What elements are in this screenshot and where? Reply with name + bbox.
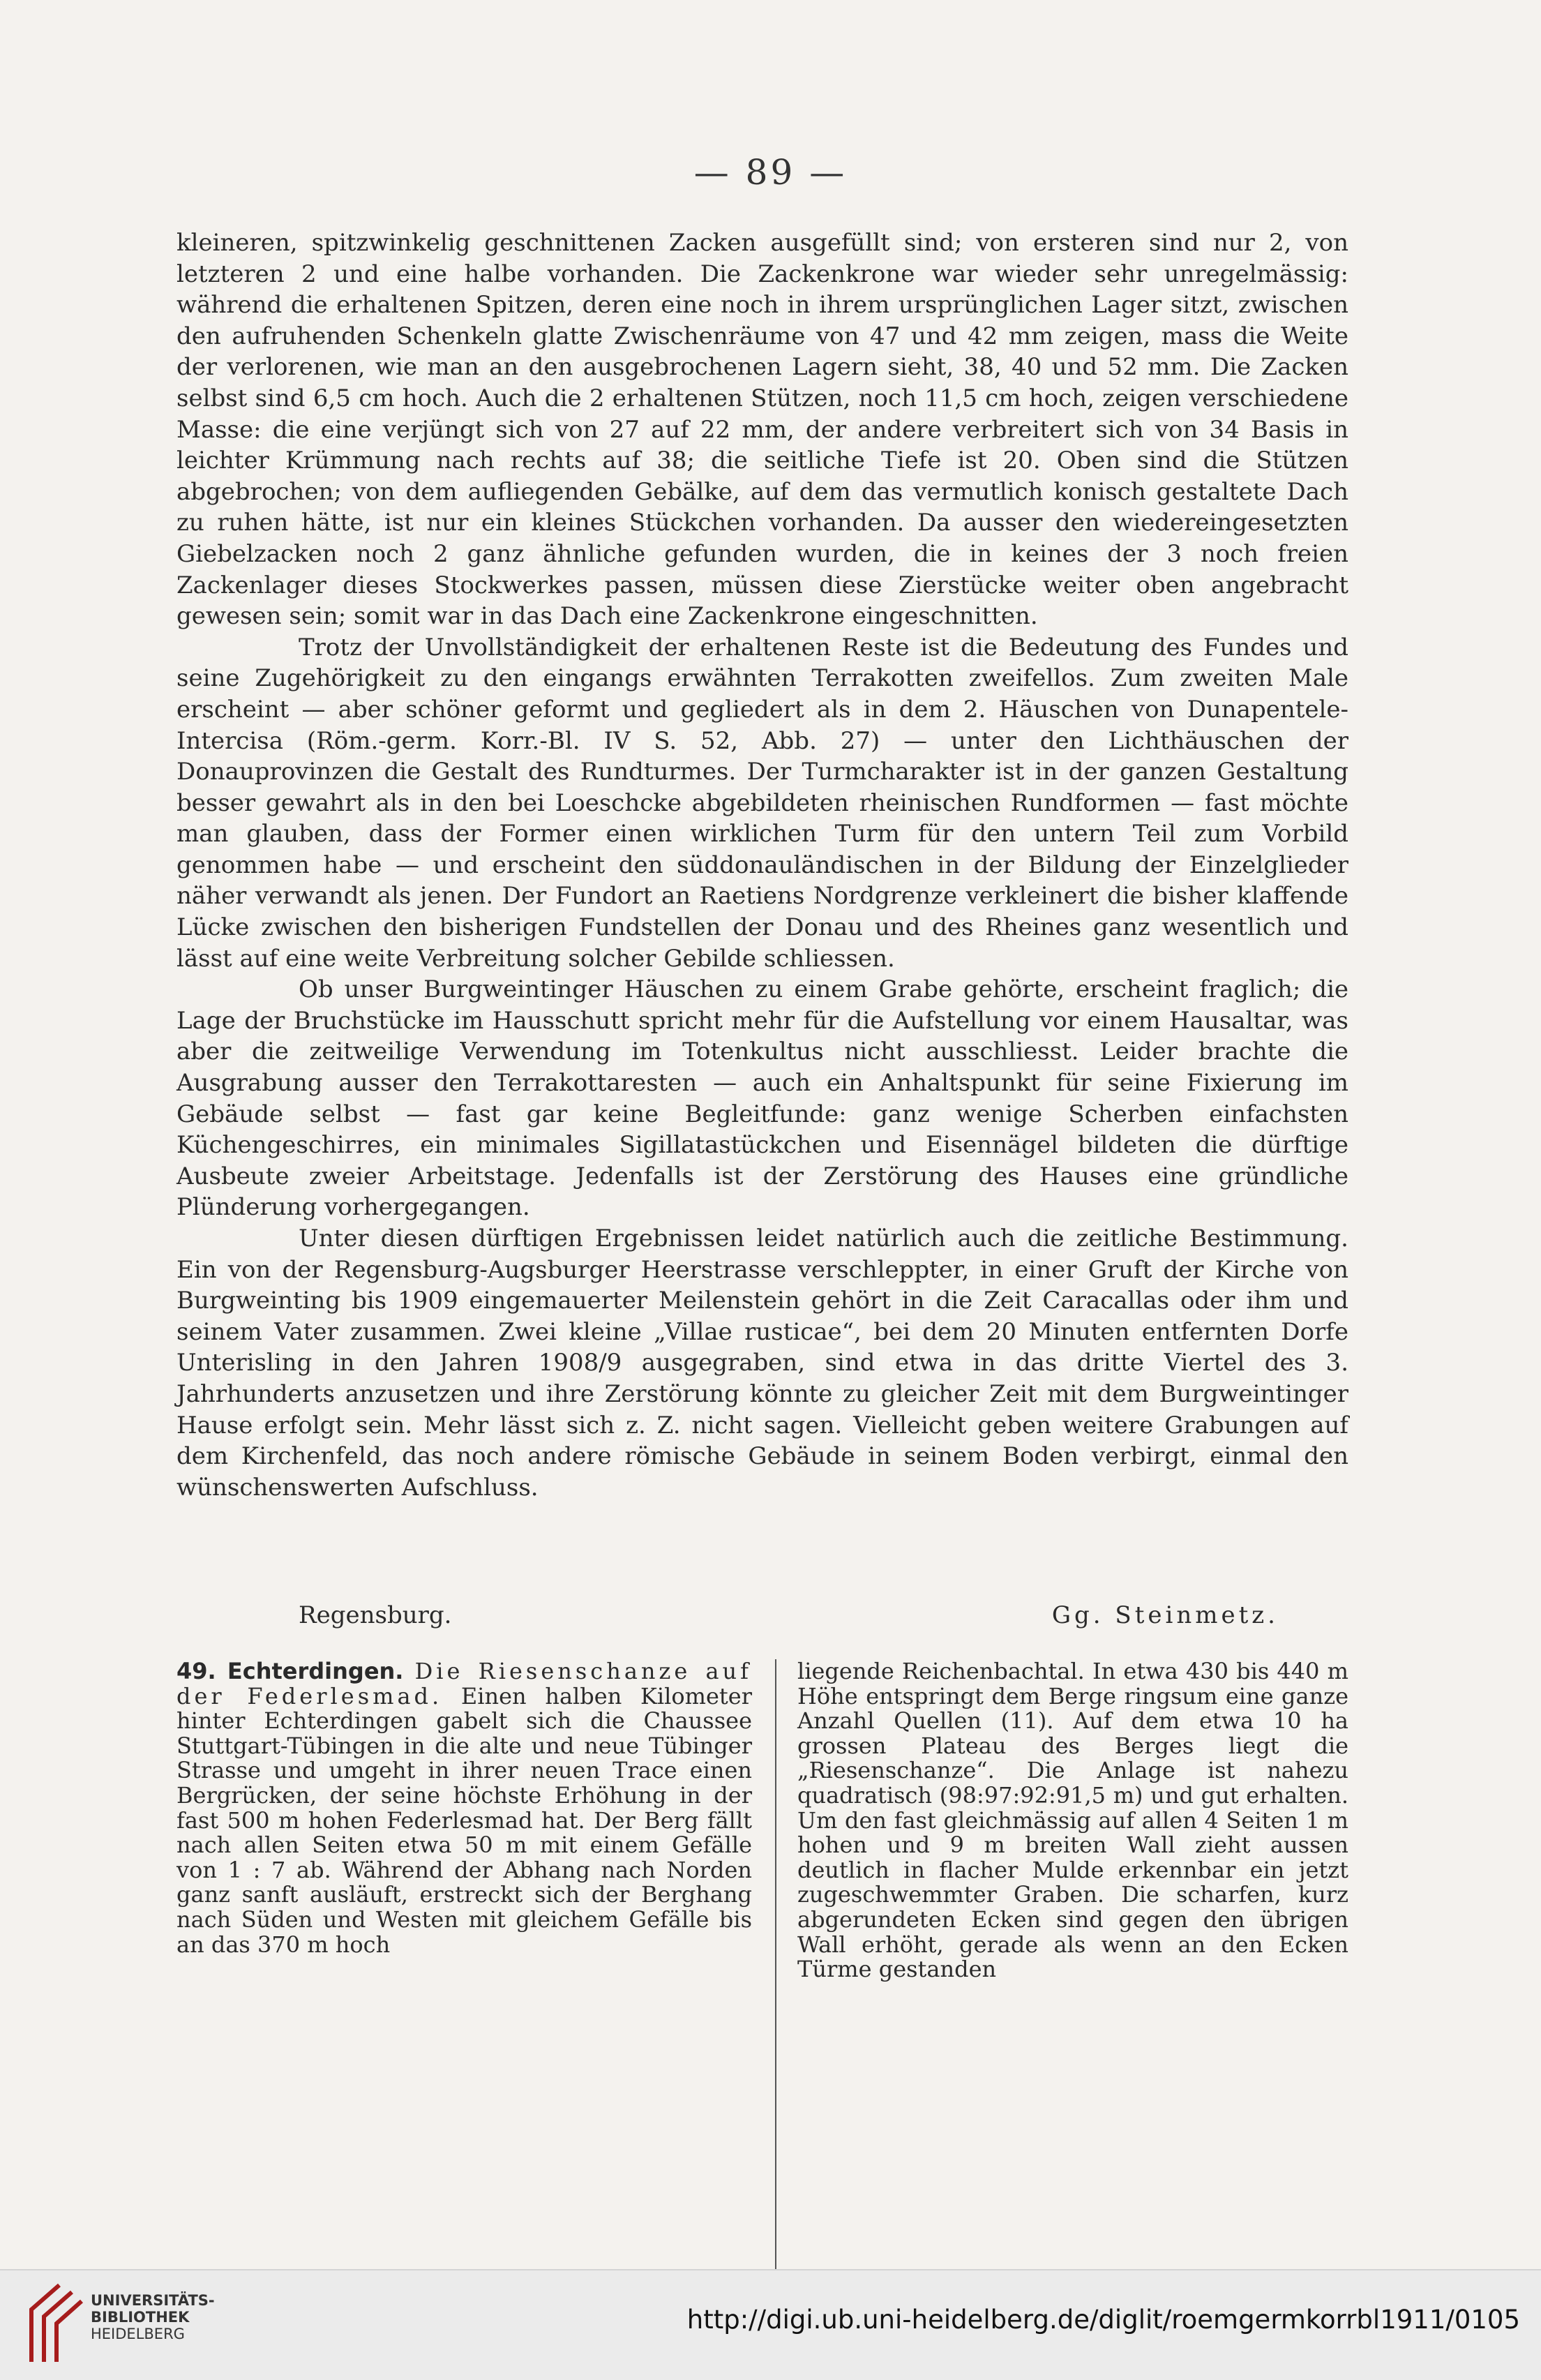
left-column (176, 1659, 752, 1957)
heidelberg-library-logo-icon (17, 2278, 87, 2365)
section-title: Echterdingen. (227, 1658, 404, 1684)
page-number: — 89 — (693, 152, 848, 193)
paragraph-1: kleineren, spitzwinkelig geschnittenen Zacken ausgefüllt sind; von ersteren sind nur 2, von letzteren 2 und eine halbe vorhanden. Die Zackenkrone war wieder sehr unregelmässig: während die erhaltenen Spitzen, deren eine noch in ihrem ursprünglichen Lager sitzt, zwischen den aufruhenden Schenkeln glatte Zwischenräume von 47 und 42 mm zeigen, mass die Weite der verlorenen, wie man an den ausgebrochenen Lagern sieht, 38, 40 und 52 mm. Die Zacken selbst sind 6,5 cm hoch. Auch die 2 erhaltenen Stützen, noch 11,5 cm hoch, zeigen verschiedene Masse: die eine verjüngt sich von 27 auf 22 mm, der andere verbreitert sich von 34 Basis in leichter Krümmung nach rechts auf 38; die seitliche Tiefe ist 20. Oben sind die Stützen abgebrochen; von dem aufliegenden Gebälke, auf dem das vermutlich konisch gestaltete Dach zu ruhen hätte, ist nur ein kleines Stückchen vorhanden. Da ausser den wiedereingesetzten Giebelzacken noch 2 ganz ähnliche gefunden wurden, die in keines der 3 noch freien Zackenlager dieses Stockwerkes passen, müssen diese Zierstücke weiter oben angebracht gewesen sein; somit war in das Dach eine Zackenkrone eingeschnitten. (176, 229, 1348, 631)
signature-author: Gg. Steinmetz. (1051, 1601, 1279, 1629)
source-url-link[interactable]: http://digi.ub.uni-heidelberg.de/diglit/roemgermkorrbl1911/0105 (686, 2305, 1520, 2335)
column-divider (775, 1659, 776, 2364)
paragraph-3: Ob unser Burgweintinger Häuschen zu einem Grabe gehörte, erscheint fraglich; die Lage der Bruchstücke im Hausschutt spricht mehr für die Aufstellung vor einem Hausaltar, was aber die zeitweilige Verwendung im Totenkultus nicht ausschliesst. Leider brachte die Ausgrabung ausser den Terrakottaresten — auch ein Anhaltspunkt für seine Fixierung im Gebäude selbst — fast gar keine Begleitfunde: ganz wenige Scherben einfachsten Küchengeschirres, ein minimales Sigillatastückchen und Eisennägel bildeten die dürftige Ausbeute zweier Arbeitstage. Jedenfalls ist der Zerstörung des Hauses eine gründliche Plünderung vorhergegangen. (176, 975, 1348, 1222)
left-column-text: Einen halben Kilometer hinter Echterdingen gabelt sich die Chaussee Stuttgart-Tübingen in die alte und neue Tübinger Strasse und umgeht in ihrer neuen Trace einen Bergrücken, der seine höchste Erhöhung in der fast 500 m hohen Federlesmad hat. Der Berg fällt nach allen Seiten etwa 50 m mit einem Gefälle von 1 : 7 ab. Während der Abhang nach Norden ganz sanft ausläuft, erstreckt sich der Berghang nach Süden und Westen mit gleichem Gefälle bis an das 370 m hoch (176, 1682, 753, 1958)
right-column (797, 1659, 1348, 1982)
paragraph-2: Trotz der Unvollständigkeit der erhaltenen Reste ist die Bedeutung des Fundes und seine Zugehörigkeit zu den eingangs erwähnten Terrakotten zweifellos. Zum zweiten Male erscheint — aber schöner geformt und gegliedert als in dem 2. Häuschen von Dunapentele-Intercisa (Röm.-germ. Korr.-Bl. IV S. 52, Abb. 27) — unter den Lichthäuschen der Donauprovinzen die Gestalt des Rundturmes. Der Turmcharakter ist in der ganzen Gestaltung besser gewahrt als in den bei Loeschcke abgebildeten rheinischen Rundformen — fast möchte man glauben, dass der Former einen wirklichen Turm für den untern Teil zum Vorbild genommen habe — und erscheint den süddonauländischen in der Bildung der Einzelglieder näher verwandt als jenen. Der Fundort an Raetiens Nordgrenze verkleinert die bisher klaffende Lücke zwischen den bisherigen Fundstellen der Donau und des Rheines ganz wesentlich und lässt auf eine weite Verbreitung solcher Gebilde schliessen. (176, 633, 1348, 973)
library-name-line-2: BIBLIOTHEK (91, 2309, 190, 2326)
signature-place: Regensburg. (299, 1601, 452, 1629)
main-article-text (176, 227, 1348, 1503)
section-number: 49. (176, 1658, 216, 1684)
library-name (91, 2292, 215, 2342)
right-column-text: liegende Reichenbachtal. In etwa 430 bis 440 m Höhe entspringt dem Berge ringsum eine ganze Anzahl Quellen (11). Auf dem etwa 10 ha grossen Plateau des Berges liegt die „Riesenschanze“. Die Anlage ist nahezu quadratisch (98:97:92:91,5 m) und gut erhalten. Um den fast gleichmässig auf allen 4 Seiten 1 m hohen und 9 m breiten Wall zieht aussen deutlich in flacher Mulde erkennbar ein jetzt zugeschwemmter Graben. Die scharfen, kurz abgerundeten Ecken sind gegen den übrigen Wall erhöht, gerade als wenn an den Ecken Türme gestanden (797, 1658, 1348, 1983)
library-name-line-1: UNIVERSITÄTS- (91, 2292, 215, 2309)
section-subject: Die Riesenschanze auf der Federlesmad. (176, 1658, 752, 1709)
paragraph-4: Unter diesen dürftigen Ergebnissen leidet natürlich auch die zeitliche Bestimmung. Ein von der Regensburg-Augsburger Heerstrasse verschleppter, in einer Gruft der Kirche von Burgweinting bis 1909 eingemauerter Meilenstein gehört in die Zeit Caracallas oder ihm und seinem Vater zusammen. Zwei kleine „Villae rusticae“, bei dem 20 Minuten entfernten Dorfe Unterisling in den Jahren 1908/9 ausgegraben, sind etwa in das dritte Viertel des 3. Jahrhunderts anzusetzen und ihre Zerstörung könnte zu gleicher Zeit mit dem Burgweintinger Hause erfolgt sein. Mehr lässt sich z. Z. nicht sagen. Vielleicht geben weitere Grabungen auf dem Kirchenfeld, das noch andere römische Gebäude in seinem Boden verbirgt, einmal den wünschenswerten Aufschluss. (176, 1225, 1348, 1502)
library-name-line-3: HEIDELBERG (91, 2326, 185, 2342)
